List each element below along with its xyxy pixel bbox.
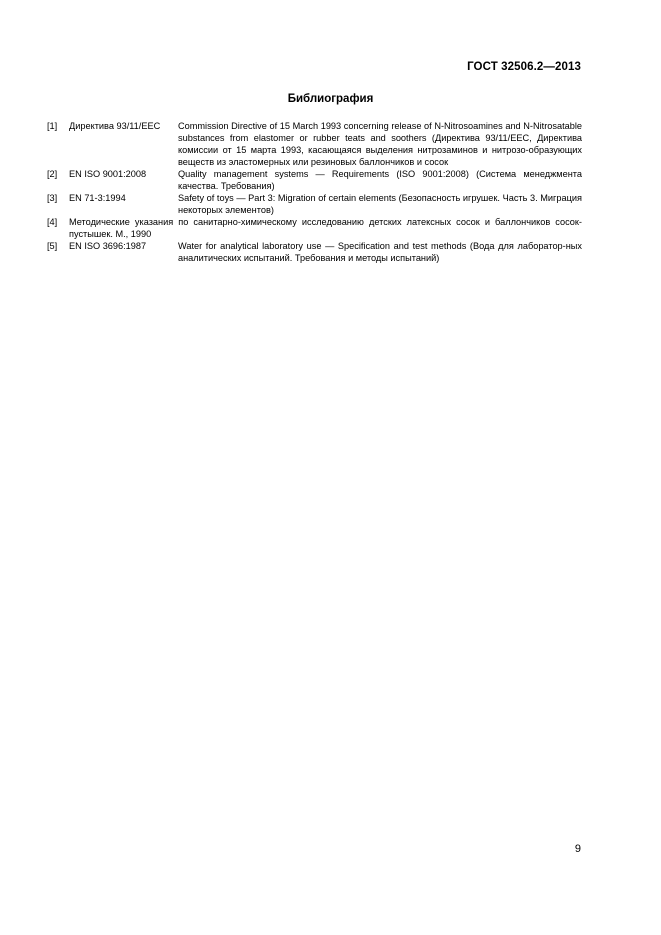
entry-code: EN ISO 9001:2008 [69,169,147,179]
entry-code: EN 71-3:1994 [69,193,126,203]
entry-code: Директива 93/11/ЕЕС [69,121,161,131]
document-code: ГОСТ 32506.2—2013 [467,61,581,73]
bibliography-entry [47,120,582,168]
entry-number: [4] [47,217,58,227]
entry-text: Методические указания по санитарно-химическому исследованию детских латексных сосок и баллончиков сосок-пустышек. М., 1990 [69,217,582,239]
bibliography-entry [47,240,582,264]
bibliography-title: Библиография [287,93,374,105]
entry-number: [1] [47,121,58,131]
bibliography-entry [47,216,582,240]
entry-text: Quality management systems — Requirements (ISO 9001:2008) (Система менеджмента качества. Требования) [178,169,582,191]
entry-text: Commission Directive of 15 March 1993 concerning release of N-Nitrosoamines and N-Nitrosatable substances from elastomer or rubber teats and soothers (Директива 93/11/ЕЕС, Директива комиссии от 15 марта 1993, касающаяся выделения нитрозаминов и нитрозо-образующих веществ из эластомерных или резиновых баллончиков и сосок [178,121,582,167]
entry-number: [5] [47,241,58,251]
entry-number: [3] [47,193,58,203]
entry-text: Safety of toys — Part 3: Migration of certain elements (Безопасность игрушек. Часть 3. Миграция некоторых элементов) [178,193,582,215]
bibliography-list [47,120,582,264]
entry-text: Water for analytical laboratory use — Specification and test methods (Вода для лаборатор-ных аналитических испытаний. Требования и методы испытаний) [178,241,582,263]
bibliography-entry [47,168,582,192]
page-number: 9 [574,843,581,855]
entry-number: [2] [47,169,58,179]
bibliography-entry [47,192,582,216]
entry-code: EN ISO 3696:1987 [69,241,147,251]
